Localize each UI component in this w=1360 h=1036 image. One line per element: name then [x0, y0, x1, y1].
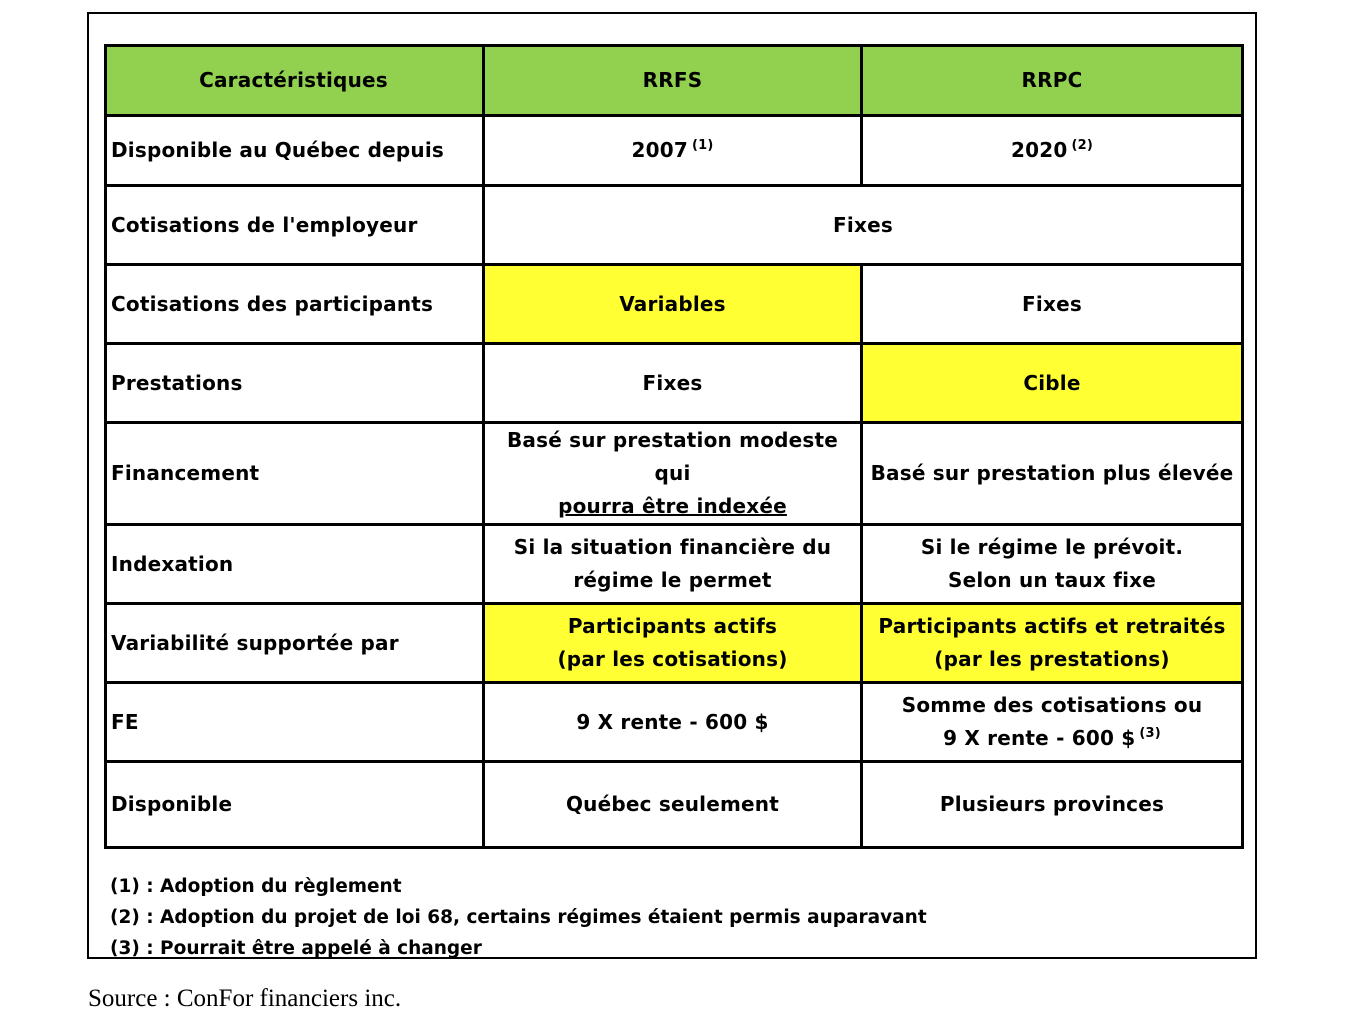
cell-both: Fixes [484, 186, 1243, 265]
cell-rrpc-highlighted [862, 604, 1243, 683]
cell-rrpc: Plusieurs provinces [862, 762, 1243, 848]
row-label: Disponible au Québec depuis [106, 116, 484, 186]
table-row [106, 762, 1243, 848]
comparison-table [104, 44, 1244, 849]
cell-rrfs-highlighted [484, 604, 862, 683]
table-row [106, 116, 1243, 186]
cell-rrpc: Fixes [862, 265, 1243, 344]
table-row [106, 604, 1243, 683]
cell-line: Participants actifs et retraités [878, 614, 1226, 638]
header-characteristics: Caractéristiques [106, 46, 484, 116]
row-label: Cotisations de l'employeur [106, 186, 484, 265]
row-label: Prestations [106, 344, 484, 423]
cell-rrfs [484, 423, 862, 525]
cell-value: 2007 [631, 138, 688, 162]
cell-line-with-note [869, 722, 1235, 755]
cell-rrpc [862, 116, 1243, 186]
cell-rrfs: Québec seulement [484, 762, 862, 848]
cell-rrpc [862, 683, 1243, 762]
footnotes [110, 871, 927, 964]
table-row [106, 186, 1243, 265]
footnote: (3) : Pourrait être appelé à changer [110, 938, 482, 959]
cell-value: 9 X rente - 600 $ [943, 726, 1136, 750]
cell-rrfs [484, 116, 862, 186]
cell-value: 2020 [1011, 138, 1068, 162]
cell-rrpc [862, 525, 1243, 604]
cell-rrfs: 9 X rente - 600 $ [484, 683, 862, 762]
table-row [106, 683, 1243, 762]
cell-line: Si la situation financière du [513, 535, 832, 559]
footnote: (1) : Adoption du règlement [110, 876, 402, 897]
row-label: FE [106, 683, 484, 762]
cell-rrpc-highlighted: Cible [862, 344, 1243, 423]
row-label: Cotisations des participants [106, 265, 484, 344]
cell-line: Participants actifs [567, 614, 778, 638]
table-row [106, 525, 1243, 604]
footnote: (2) : Adoption du projet de loi 68, certains régimes étaient permis auparavant [110, 907, 927, 928]
cell-line-underlined: pourra être indexée [558, 494, 787, 518]
header-rrfs: RRFS [484, 46, 862, 116]
row-label: Indexation [106, 525, 484, 604]
footnote-ref: (2) [1071, 138, 1093, 153]
footnote-ref: (1) [691, 138, 714, 153]
cell-line: Selon un taux fixe [948, 568, 1156, 592]
cell-line: Somme des cotisations ou [901, 693, 1203, 717]
row-label: Disponible [106, 762, 484, 848]
source-caption: Source : ConFor financiers inc. [88, 985, 402, 1012]
cell-line: Basé sur prestation modeste qui [506, 428, 839, 485]
row-label: Financement [106, 423, 484, 525]
cell-rrfs-highlighted: Variables [484, 265, 862, 344]
cell-rrfs [484, 525, 862, 604]
cell-rrpc: Basé sur prestation plus élevée [862, 423, 1243, 525]
row-label: Variabilité supportée par [106, 604, 484, 683]
table-row [106, 423, 1243, 525]
cell-line: Si le régime le prévoit. [920, 535, 1184, 559]
table-row [106, 344, 1243, 423]
cell-rrfs: Fixes [484, 344, 862, 423]
cell-line: (par les cotisations) [557, 647, 788, 671]
cell-line: régime le permet [573, 568, 772, 592]
table-row [106, 265, 1243, 344]
header-rrpc: RRPC [862, 46, 1243, 116]
cell-line: (par les prestations) [934, 647, 1170, 671]
table-header-row [106, 46, 1243, 116]
footnote-ref: (3) [1139, 726, 1161, 741]
